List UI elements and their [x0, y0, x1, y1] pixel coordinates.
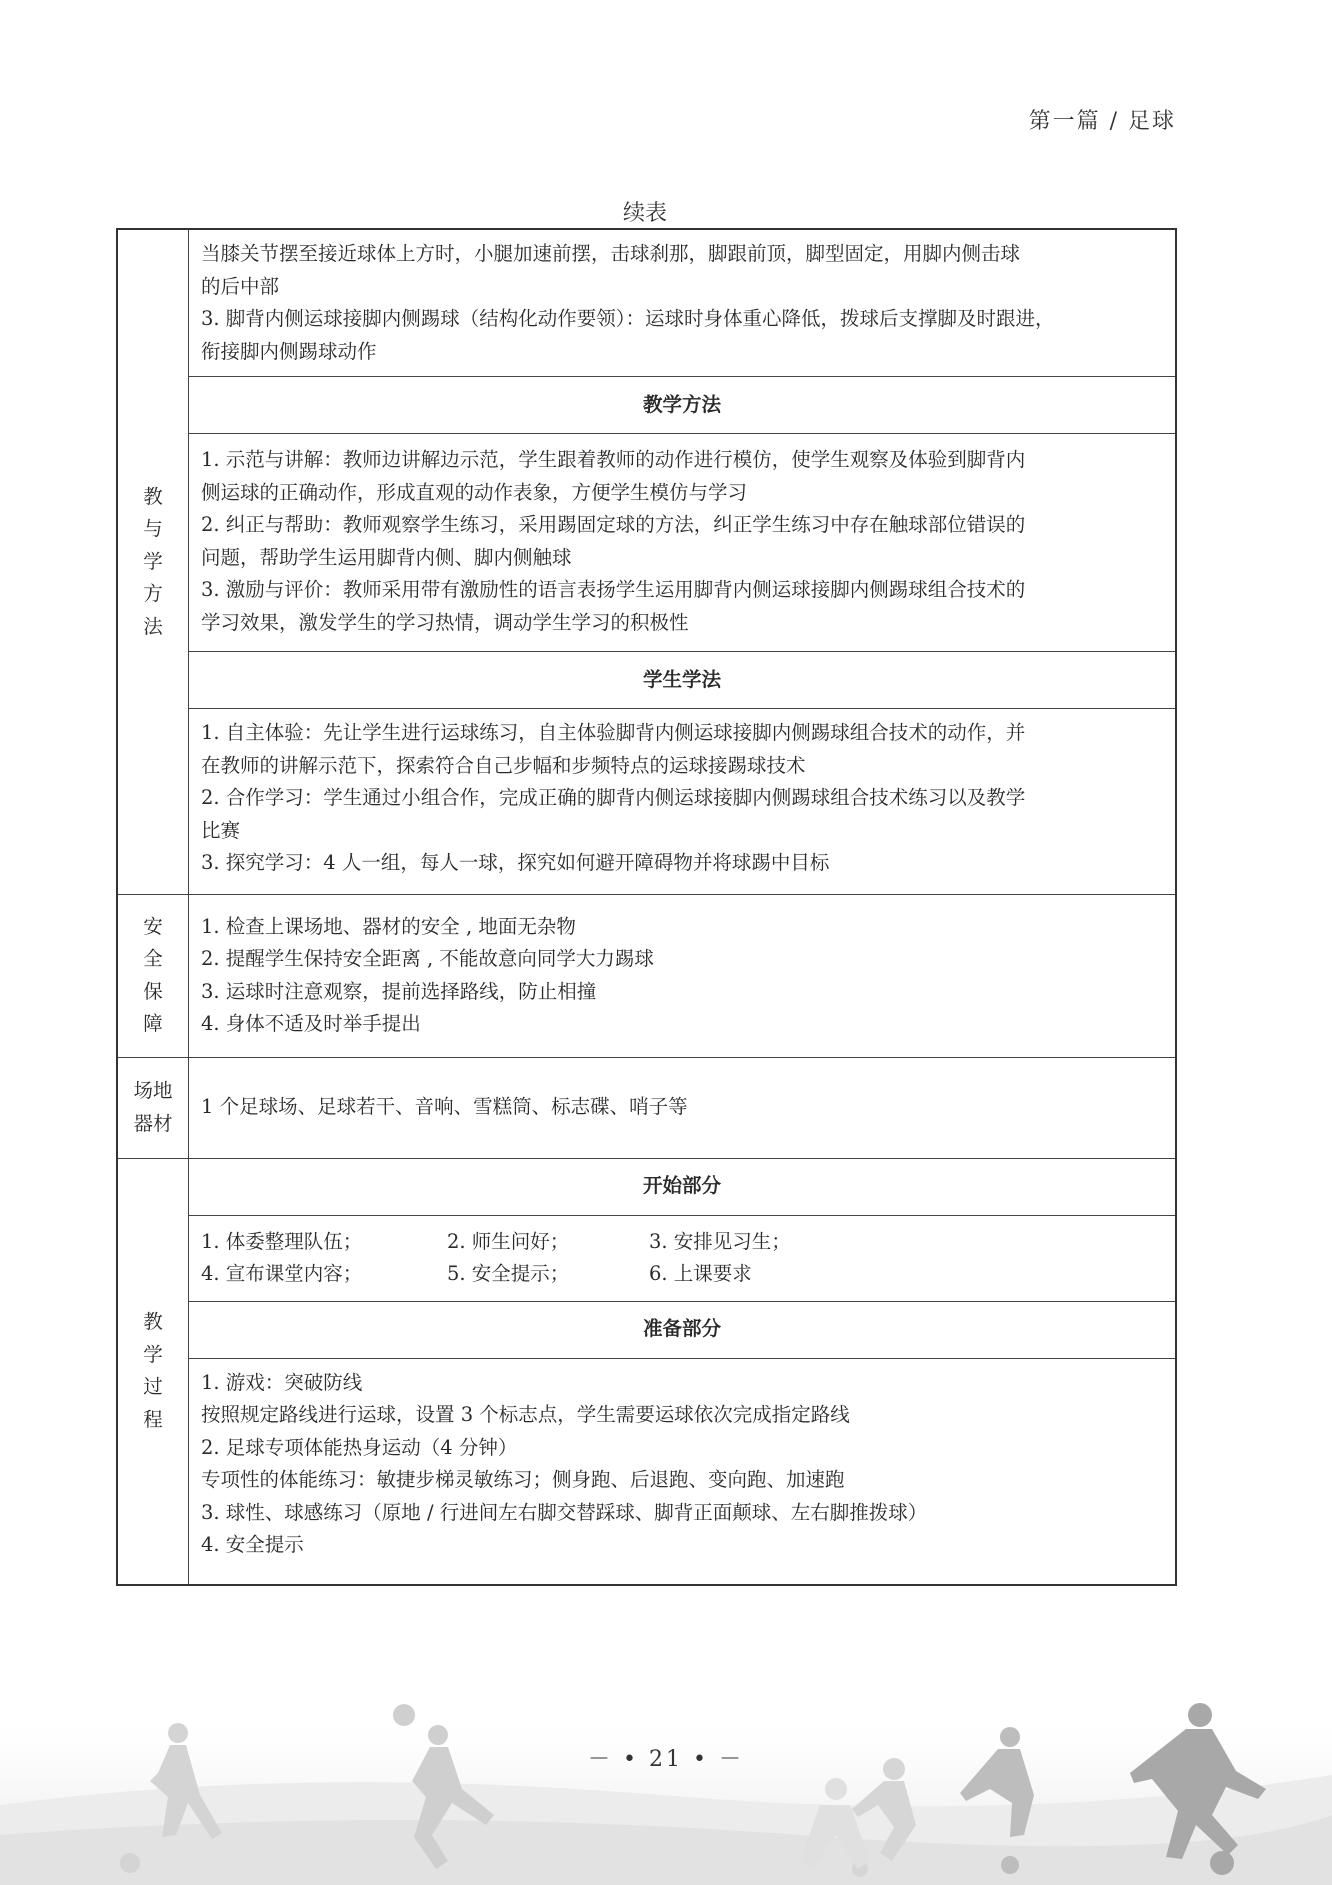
text-line: 2. 足球专项体能热身运动（4 分钟）: [201, 1435, 518, 1459]
equipment-cell: 1 个足球场、足球若干、音响、雪糕筒、标志碟、哨子等: [189, 1057, 1177, 1158]
table-row: [117, 652, 1176, 709]
label-char: 法: [143, 614, 163, 638]
text-line: 1. 自主体验：先让学生进行运球练习，自主体验脚背内侧运球接脚内侧踢球组合技术的动作，并: [201, 721, 1026, 744]
vertical-label-text: [119, 481, 187, 644]
text-line: 3. 运球时注意观察，提前选择路线，防止相撞: [201, 979, 597, 1003]
label-line: 器材: [133, 1111, 173, 1135]
table-row: [117, 1215, 1176, 1301]
text-line: 当膝关节摆至接近球体上方时，小腿加速前摆，击球刹那，脚跟前顶，脚型固定，用脚内侧击球: [201, 242, 1021, 265]
text-line: 1. 示范与讲解：教师边讲解边示范，学生跟着教师的动作进行模仿，使学生观察及体验到脚背内: [201, 448, 1026, 471]
label-char: 学: [143, 549, 163, 573]
start-item: 3. 安排见习生；: [649, 1229, 791, 1253]
text-line: 学习效果，激发学生的学习热情，调动学生学习的积极性: [201, 610, 689, 634]
start-item: 4. 宣布课堂内容；: [201, 1262, 363, 1285]
lesson-plan-table: [116, 228, 1177, 1586]
prep-part-cell: [189, 1358, 1177, 1585]
text-line: 3. 脚背内侧运球接脚内侧踢球（结构化动作要领）：运球时身体重心降低，拨球后支撑脚及时跟进，: [201, 307, 1055, 330]
teaching-methods-label: [117, 229, 189, 894]
label-char: 过: [143, 1375, 163, 1398]
text-line: 4. 安全提示: [201, 1533, 304, 1556]
label-char: 程: [143, 1407, 163, 1431]
start-item: 5. 安全提示；: [447, 1262, 570, 1285]
start-items-grid: [201, 1226, 1163, 1291]
student-methods-heading: 学生学法: [189, 652, 1177, 709]
start-item: 1. 体委整理队伍；: [201, 1229, 363, 1253]
text-line: 4. 身体不适及时举手提出: [201, 1012, 421, 1035]
text-line: 衔接脚内侧踢球动作: [201, 339, 377, 363]
teacher-methods-cell: [189, 434, 1177, 652]
text-line: 专项性的体能练习：敏捷步梯灵敏练习；侧身跑、后退跑、变向跑、加速跑: [201, 1468, 845, 1491]
teacher-methods-heading: 教学方法: [189, 377, 1177, 434]
text-line: 3. 激励与评价：教师采用带有激励性的语言表扬学生运用脚背内侧运球接脚内侧踢球组合技术的: [201, 578, 1026, 601]
label-char: 全: [143, 947, 163, 970]
table-row: [117, 1358, 1176, 1585]
prep-part-heading: 准备部分: [189, 1301, 1177, 1358]
text-line: 在教师的讲解示范下，探索符合自己步幅和步频特点的运球接踢球技术: [201, 753, 806, 777]
footer-decoration: [0, 1685, 1332, 1885]
start-item: 6. 上课要求: [649, 1262, 752, 1285]
table-caption: 续表: [622, 201, 667, 226]
table-row: [117, 434, 1176, 652]
vertical-label-text: [119, 911, 187, 1041]
start-part-heading: 开始部分: [189, 1158, 1177, 1215]
student-methods-cell: [189, 709, 1177, 895]
label-char: 安: [143, 914, 163, 938]
table-row: [117, 894, 1176, 1057]
text-line: 1. 游戏：突破防线: [201, 1370, 363, 1394]
page-number: － • 21 • －: [588, 1747, 744, 1772]
table-row: [117, 1301, 1176, 1358]
technique-continuation-cell: [189, 229, 1177, 377]
text-line: 2. 提醒学生保持安全距离 , 不能故意向同学大力踢球: [201, 947, 654, 970]
start-item: 2. 师生问好；: [447, 1229, 570, 1253]
label-char: 与: [143, 517, 163, 540]
label-char: 教: [143, 1310, 163, 1333]
start-part-cell: [189, 1215, 1177, 1301]
label-char: 保: [143, 979, 163, 1003]
text-line: 的后中部: [201, 274, 280, 298]
text-line: 侧运球的正确动作，形成直观的动作表象，方便学生模仿与学习: [201, 480, 748, 504]
process-label: [117, 1158, 189, 1585]
label-line: 场地: [133, 1079, 173, 1102]
table-row: [117, 709, 1176, 895]
safety-cell: [189, 894, 1177, 1057]
text-line: 按照规定路线进行运球，设置 3 个标志点，学生需要运球依次完成指定路线: [201, 1403, 850, 1426]
vertical-label-text: [119, 1306, 187, 1436]
table-row: [117, 1057, 1176, 1158]
label-char: 教: [143, 484, 163, 508]
text-line: 1. 检查上课场地、器材的安全 , 地面无杂物: [201, 914, 576, 938]
safety-label: [117, 894, 189, 1057]
table-row: [117, 1158, 1176, 1215]
text-line: 比赛: [201, 818, 241, 842]
label-char: 学: [143, 1342, 163, 1366]
label-char: 方: [143, 582, 163, 605]
table-row: [117, 229, 1176, 377]
running-header: 第一篇 / 足球: [1028, 109, 1176, 134]
equipment-label: [117, 1057, 189, 1158]
label-char: 障: [143, 1012, 163, 1035]
text-line: 3. 球性、球感练习（原地 / 行进间左右脚交替踩球、脚背正面颠球、左右脚推拨球）: [201, 1500, 928, 1524]
text-line: 2. 纠正与帮助：教师观察学生练习，采用踢固定球的方法，纠正学生练习中存在触球部位错误的: [201, 513, 1026, 536]
text-line: 2. 合作学习：学生通过小组合作，完成正确的脚背内侧运球接脚内侧踢球组合技术练习以及教学: [201, 786, 1026, 809]
table-row: [117, 377, 1176, 434]
text-line: 问题，帮助学生运用脚背内侧、脚内侧触球: [201, 545, 572, 569]
text-line: 3. 探究学习：4 人一组，每人一球，探究如何避开障碍物并将球踢中目标: [201, 851, 830, 874]
